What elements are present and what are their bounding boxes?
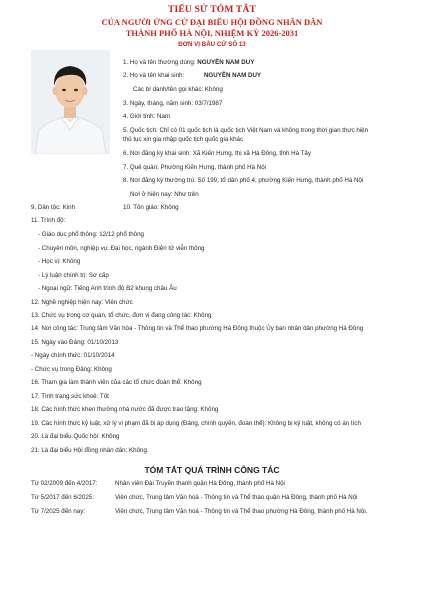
field-peoples-council: 21. Là đại biểu Hội đồng nhân dân: Không. [31,447,149,454]
career-row-period: Từ 7/2025 đến nay: [31,508,86,515]
field-gender: 4. Giới tính: Nam [123,113,171,120]
field-party-official-date: - Ngày chính thức: 01/10/2014 [31,352,115,359]
field-organizations: 16. Tham gia làm thành viên của các tổ chức đoàn thể: Không [31,379,202,386]
career-row-description: Nhân viên Đài Truyền thanh quận Hà Đông, thành phố Hà Nội [115,480,285,487]
career-row-description: Viên chức, Trung tâm Văn hoá - Thông tin và Thể thao phường Hà Đông, thành phố Hà Nội. [115,508,368,515]
birth-name-label: 2. Họ và tên khai sinh: [123,72,185,79]
field-hometown: 7. Quê quán: Phường Kiến Hưng, thành phố Hà Nội [123,164,267,171]
document-title: TIỂU SỬ TÓM TẮT [167,5,257,15]
field-discipline: 19. Các hình thức kỷ luật, xử lý vi phạm đã bị áp dụng (Đảng, chính quyền, đoàn thể): Không bị kỷ luật, không có án tích [31,420,361,427]
field-birth-name [123,72,261,80]
field-party-join-date: 15. Ngày vào Đảng: 01/10/2013 [31,339,119,346]
field-general-education: - Giáo dục phổ thông: 12/12 phổ thông [38,231,144,238]
career-row-period: Từ 5/2017 đến 6/2025: [31,494,94,501]
field-religion: 10. Tôn giáo: Không [123,204,179,211]
field-workplace: 14. Nơi công tác: Trung tâm Văn hóa - Thông tin và Thể thao phường Hà Đông thuộc Ủy ban nhân dân phường Hà Đông [31,325,364,332]
field-common-name [123,59,254,67]
field-nationality: 5. Quốc tịch: Chỉ có 01 quốc tịch là quốc tịch Việt Nam và không trong thời gian thực hiện [123,127,369,134]
field-education: 11. Trình độ: [31,217,66,224]
field-occupation: 12. Nghề nghiệp hiện nay: Viên chức [31,299,133,306]
field-birth-registration: 6. Nơi đăng ký khai sinh: Xã Kiến Hưng, thị xã Hà Đông, tỉnh Hà Tây [123,150,311,157]
field-birth-date: 3. Ngày, tháng, năm sinh: 03/7/1987 [123,100,223,107]
field-political-theory: - Lý luận chính trị: Sơ cấp [38,272,109,279]
field-current-residence: Nơi ở hiện nay: Như trên [130,191,199,198]
career-row-description: Viên chức, Trung tâm Văn hoá - Thông tin và Thể thao quận Hà Đông, thành phố Hà Nội [115,494,358,501]
field-permanent-address: 8. Nơi đăng ký thường trú: Số 199, tổ dân phố 4, phường Kiến Hưng, thành phố Hà Nội [123,177,364,184]
document-subtitle: CỦA NGƯỜI ỨNG CỬ ĐẠI BIỂU HỘI ĐỒNG NHÂN DÂN [101,17,323,27]
electoral-unit: ĐƠN VỊ BẦU CỬ SỐ 13 [178,41,246,48]
common-name-label: 1. Họ và tên thường dùng: [123,59,196,66]
document-term: THÀNH PHỐ HÀ NỘI, NHIỆM KỲ 2026-2031 [125,28,299,38]
birth-name-value: NGUYỄN NAM DUY [203,72,262,79]
field-specialty: - Chuyên môn, nghiệp vụ: Đại học, ngành Điện tử viễn thông [38,245,205,252]
field-nationality-cont: thủ tục xin gia nhập quốc tịch quốc gia khác [123,136,244,143]
field-awards: 18. Các hình thức khen thưởng nhà nước đã được trao tặng: Không [31,406,219,413]
field-position: 13. Chức vụ trong cơ quan, tổ chức, đơn vị đang công tác: Không [31,312,212,319]
field-foreign-language: - Ngoại ngữ: Tiếng Anh trình độ B2 khung châu Âu [38,285,177,292]
field-aliases: Các bí danh/tên gọi khác: Không [133,86,223,93]
field-party-position: - Chức vụ trong Đảng: Không [31,366,112,373]
common-name-value: NGUYỄN NAM DUY [197,59,255,66]
field-health: 17. Tình trạng sức khoẻ: Tốt [31,393,109,400]
field-ethnicity: 9. Dân tộc: Kinh [31,204,76,211]
field-degree: - Học vị: Không [38,258,81,265]
career-row-period: Từ 02/2009 đến 4/2017: [31,480,98,487]
candidate-photo [31,50,110,154]
field-national-assembly: 20. Là đại biểu Quốc hội: Không [31,433,120,440]
career-section-title: TÓM TẮT QUÁ TRÌNH CÔNG TÁC [144,465,280,475]
